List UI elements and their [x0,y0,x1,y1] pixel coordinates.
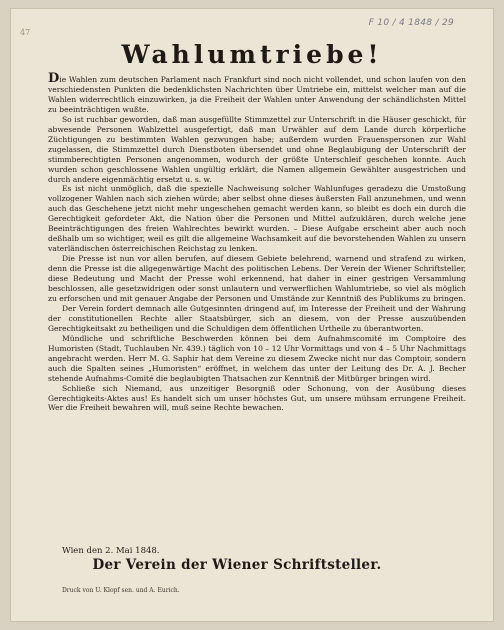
paragraph-closing: Schließe sich Niemand, aus unzeitiger Besorgniß oder Schonung, von der Ausübung dieses Gerechtigkeits-Aktes aus! Es handelt sich um unser höchstes Gut, um unsere mühsam errungene Freiheit. Wer die Freiheit bewahren will, muß seine Rechte bewachen. [48,383,466,413]
paragraph-appeal: Der Verein fordert demnach alle Gutgesinnten dringend auf, im Interesse der Freiheit und der Wahrung der constitutionellen Rechte aller Staatsbürger, sich an diesem, von der Presse auszuübenden Gerechtigkeitsakt zu betheiligen und die Schuldigen dem öffentlichen Urtheile zu überantworten. [48,303,466,333]
paragraph-consequences: Es ist nicht unmöglich, daß die spezielle Nachweisung solcher Wahlunfuges geradezu die Umstoßung vollzogener Wahlen nach sich ziehen würde; aber selbst ohne dieses äußersten Fall anzunehmen, und wenn auch das Geschehene jetzt nicht mehr ungeschehen gemacht werden kann, so bleibt es doch ein durch die Gerechtigkeit gefordeter Akt, die Nation über die Personen und Mittel aufzuklären, durch welche jene Beeinträchtigungen des freien Wahlrechtes bewirkt wurden. – Diese Aufgabe erscheint aber auch noch deßhalb um so wichtiger, weil es gilt die allgemeine Wachsamkeit auf die bevorstehenden Wahlen zu unsern vaterländischen österreichischen Reichstag zu lenken. [48,184,466,254]
archive-pencil-note: F 10 / 4 1848 / 29 [368,18,454,28]
poster-signature: Der Verein der Wiener Schriftsteller. [92,557,382,573]
poster-date: Wien den 2. Mai 1848. [62,546,160,556]
paragraph-abuses: So ist ruchbar geworden, daß man ausgefüllte Stimmzettel zur Unterschrift in die Häuser geschickt, für abwesende Personen Wahlzettel ausgefertigt, daß man Urwähler auf dem Lande durch körperliche Züchtigungen zu bestimmten Wahlen gezwungen habe; außerdem wurden Frauenspersonen zur Wahl zugelassen, die Stimmzettel durch Dienstboten übersendet und ohne Beglaubigung der Unterschrift der stimmberechtigten Personen angenommen, wodurch der größte Unterschleif geschehen konnte. Auch wurden schon geschlossene Wahlen ungültig erklärt, die Namen allgemein Gewählter ausgestrichen und durch andere eigenmächtig ersetzt u. s. w. [48,114,466,184]
poster-title: Wahlumtriebe! [121,40,383,69]
printer-imprint: Druck von U. Klopf sen. und A. Eurich. [62,587,180,594]
paragraph-press: Die Presse ist nun vor allen berufen, auf diesem Gebiete belehrend, warnend und strafend zu wirken, denn die Presse ist die allgegenwärtige Macht des politischen Lebens. Der Verein der Wiener Schriftsteller, diese Bedeutung und Macht der Presse wohl erkennend, hat daher in einer gestrigen Versammlung beschlossen, alle gesetzwidrigen oder sonst unlautern und verwerflichen Wahlumtriebe, so viel als möglich zu erforschen und mit genauer Angabe der Personen und Umstände zur Kenntniß des Publikums zu bringen. [48,254,466,303]
paragraph-intro: Die Wahlen zum deutschen Parlament nach Frankfurt sind noch nicht vollendet, und schon laufen von den verschiedensten Punkten die bedenklichsten Nachrichten über Umtriebe ein, mittelst welcher man auf die Wahlen widerrechtlich einzuwirken, ja die Freiheit der Wahlen unter Anwendung der schändlichsten Mittel zu beeinträchtigen wußte. [48,71,466,114]
poster-body [48,71,466,413]
paragraph-complaints: Mündliche und schriftliche Beschwerden können bei dem Aufnahmscomité im Comptoire des Humoristen (Stadt, Tuchlauben Nr. 439.) täglich von 10 – 12 Uhr Vormittags und von 4 – 5 Uhr Nachmittags angebracht werden. Herr M. G. Saphir hat dem Vereine zu diesem Zwecke nicht nur das Comptoir, sondern auch die Spalten seines „Humoristen“ eröffnet, in welchem das unter der Leitung des Dr. A. J. Becher stehende Aufnahms-Comité die beglaubigten Thatsachen zur Kenntniß der Mitbürger bringen wird. [48,333,466,383]
corner-mark: 47 [20,28,31,37]
